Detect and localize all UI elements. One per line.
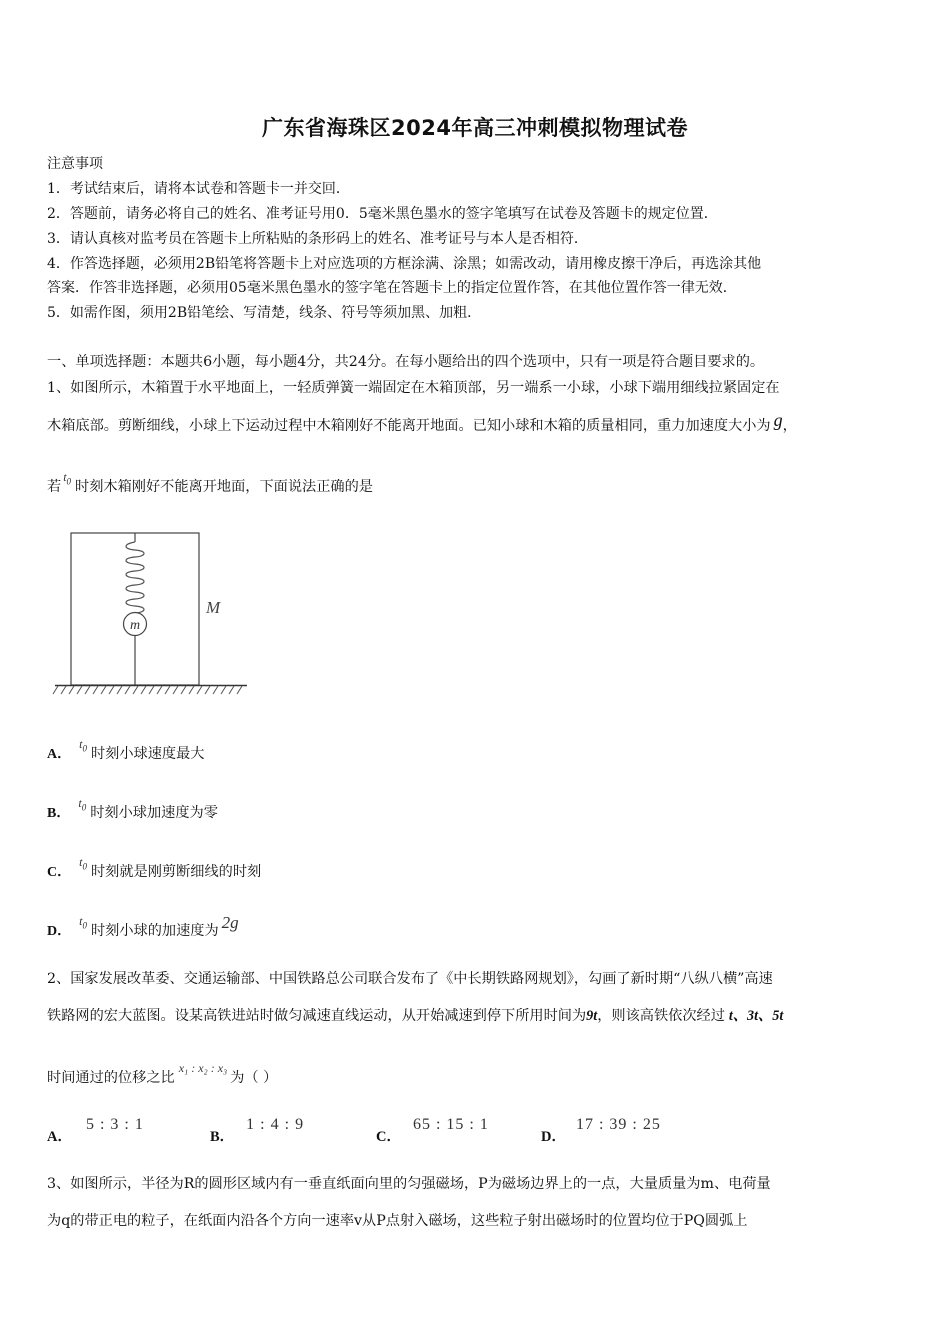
q2-option-c[interactable] (376, 1113, 489, 1145)
notice-item-1: 1．考试结束后，请将本试卷和答题卡一并交回． (47, 181, 350, 197)
spring-box-figure (50, 528, 260, 703)
option-value: 65 : 15 : 1 (412, 1116, 489, 1133)
q1-line-3-post: 时刻木箱刚好不能离开地面，下面说法正确的是 (75, 479, 373, 495)
q1-line-3-pre: 若 (47, 479, 62, 495)
notice-item-5: 5．如需作图，须用2B铅笔绘、写清楚，线条、符号等须加黑、加粗． (47, 305, 482, 321)
q1-g-symbol: g (773, 410, 783, 430)
q1-option-a[interactable] (47, 737, 205, 763)
option-text: 时刻就是刚剪断细线的时刻 (90, 864, 262, 880)
option-label: C． (47, 865, 72, 880)
ground-hatch (53, 686, 242, 694)
option-text: 时刻小球加速度为零 (90, 805, 218, 821)
t0-symbol: t0 (79, 737, 87, 754)
option-text: 时刻小球的加速度为 (90, 923, 219, 939)
ball-label: m (129, 618, 141, 633)
q1-line-3 (47, 470, 373, 496)
option-d-value: 2g (221, 913, 239, 932)
option-label: D． (47, 924, 72, 939)
option-label: B． (210, 1129, 235, 1145)
notice-item-4-cont: 答案．作答非选择题，必须用05毫米黑色墨水的签字笔在答题卡上的指定位置作答，在其他位置作答一律无效． (47, 280, 737, 296)
option-value: 1 : 4 : 9 (246, 1116, 305, 1133)
q2-option-a[interactable] (47, 1113, 144, 1145)
option-label: A． (47, 1129, 72, 1145)
notice-item-3: 3．请认真核对监考员在答题卡上所粘贴的条形码上的姓名、准考证号与本人是否相符． (47, 231, 588, 247)
q3-line-1: 3、如图所示，半径为R的圆形区域内有一垂直纸面向里的匀强磁场，P为磁场边界上的一点，大量质量为m、电荷量 (47, 1176, 771, 1192)
t0-symbol: t0 (79, 855, 87, 872)
q1-line-2-text: 木箱底部。剪断细线，小球上下运动过程中木箱刚好不能离开地面。已知小球和木箱的质量相同，重力加速度大小为 (47, 418, 771, 434)
q2-line-3-post: 为（ ） (230, 1070, 278, 1086)
option-label: D． (541, 1129, 566, 1145)
q2-line-2 (47, 1005, 783, 1025)
q2-line-3-pre: 时间通过的位移之比 (47, 1070, 175, 1086)
q2-line-3 (47, 1061, 278, 1087)
option-text: 时刻小球速度最大 (90, 746, 205, 762)
q1-option-c[interactable] (47, 855, 262, 881)
section-heading: 一、单项选择题：本题共6小题，每小题4分，共24分。在每小题给出的四个选项中，只有一项是符合题目要求的。 (47, 354, 765, 370)
page-title: 广东省海珠区2024年高三冲刺模拟物理试卷 (262, 116, 688, 140)
option-value: 5 : 3 : 1 (85, 1116, 144, 1133)
option-label: A． (47, 747, 72, 762)
t0-symbol: t0 (78, 796, 87, 813)
q1-comma: ， (782, 418, 797, 434)
t0-symbol: t0 (79, 914, 87, 931)
notice-heading: 注意事项 (47, 156, 103, 172)
spring (126, 542, 144, 613)
q1-option-d[interactable] (47, 913, 239, 940)
option-label: B． (47, 806, 71, 821)
q2-line-2-mid: ，则该高铁依次经过 (597, 1008, 725, 1024)
q2-option-b[interactable] (210, 1113, 305, 1145)
q2-line-1: 2、国家发展改革委、交通运输部、中国铁路总公司联合发布了《中长期铁路网规划》，勾画了新时期“八纵八横”高速 (47, 971, 773, 987)
q1-option-b[interactable] (47, 796, 218, 822)
q2-line-2-pre: 铁路网的宏大蓝图。设某高铁进站时做匀减速直线运动，从开始减速到停下所用时间为 (47, 1008, 587, 1024)
notice-item-2: 2．答题前，请务必将自己的姓名、准考证号用0．5毫米黑色墨水的签字笔填写在试卷及答题卡的规定位置． (47, 206, 718, 222)
q1-line-1: 1、如图所示，木箱置于水平地面上，一轻质弹簧一端固定在木箱顶部，另一端系一小球，小球下端用细线拉紧固定在 (47, 380, 780, 396)
q1-line-2 (47, 410, 797, 435)
q2-option-d[interactable] (541, 1113, 661, 1145)
box-label: M (206, 598, 221, 617)
option-value: 17 : 39 : 25 (575, 1116, 661, 1133)
q2-ratio: x₁ : x₂ : x₃ (178, 1061, 228, 1075)
q1-t0-symbol: t0 (63, 470, 72, 487)
option-label: C． (376, 1129, 401, 1145)
q2-9t: 9t (586, 1008, 598, 1024)
q2-times: t、3t、5t (728, 1008, 784, 1024)
q3-line-2: 为q的带正电的粒子，在纸面内沿各个方向一速率v从P点射入磁场，这些粒子射出磁场时的位置均位于PQ圆弧上 (47, 1213, 748, 1229)
notice-item-4: 4．作答选择题，必须用2B铅笔将答题卡上对应选项的方框涂满、涂黑；如需改动，请用橡皮擦干净后，再选涂其他 (47, 256, 762, 272)
